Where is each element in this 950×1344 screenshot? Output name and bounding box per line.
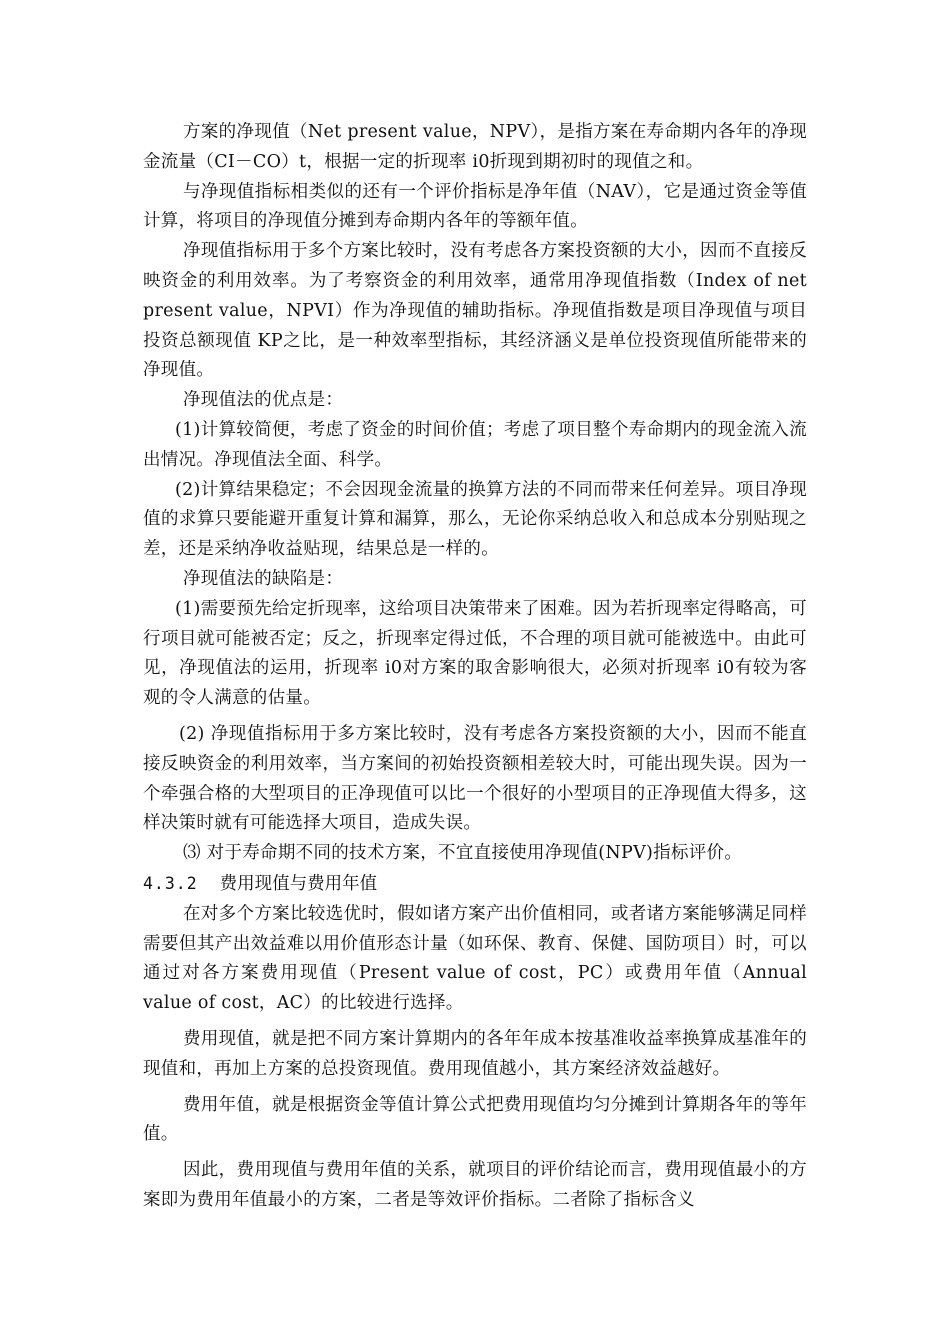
paragraph-advantages-heading: 净现值法的优点是： [183,390,344,411]
paragraph-npvi: 净现值指标用于多个方案比较时，没有考虑各方案投资额的大小，因而不直接反映资金的利用效率。为了考察资金的利用效率，通常用净现值指数（Index of net present value，NPVI）作为净现值的辅助指标。净现值指数是项目净现值与项目投资总额现值 KP之比，是一种效率型指标，其经济涵义是单位投资现值所能带来的净现值。 [143,241,807,381]
paragraph-nav: 与净现值指标相类似的还有一个评价指标是净年值（NAV），它是通过资金等值计算，将项目的净现值分摊到寿命期内各年的等额年值。 [143,181,807,232]
paragraph-disadvantage-1: (1)需要预先给定折现率，这给项目决策带来了困难。因为若折现率定得略高，可行项目就可能被否定；反之，折现率定得过低，不合理的项目就可能被选中。由此可见，净现值法的运用，折现率 i0对方案的取舍影响很大，必须对折现率 i0有较为客观的令人满意的估量。 [143,598,807,709]
paragraph-pc-ac-relation: 因此，费用现值与费用年值的关系，就项目的评价结论而言，费用现值最小的方案即为费用年值最小的方案，二者是等效评价指标。二者除了指标含义 [143,1160,807,1210]
section-title: 费用现值与费用年值 [219,873,378,894]
paragraph-advantage-2: (2)计算结果稳定；不会因现金流量的换算方法的不同而带来任何差异。项目净现值的求算只要能避开重复计算和漏算，那么，无论你采纳总收入和总成本分别贴现之差，还是采纳净收益贴现，结果总是一样的。 [143,479,807,560]
paragraph-advantage-1: (1)计算较简便，考虑了资金的时间价值；考虑了项目整个寿命期内的现金流入流出情况。净现值法全面、科学。 [143,419,807,470]
paragraph-pc-definition: 费用现值，就是把不同方案计算期内的各年年成本按基准收益率换算成基准年的现值和，再加上方案的总投资现值。费用现值越小，其方案经济效益越好。 [143,1028,807,1079]
paragraph-cost-comparison: 在对多个方案比较选优时，假如诸方案产出价值相同，或者诸方案能够满足同样需要但其产出效益难以用价值形态计量（如环保、教育、保健、国防项目）时，可以通过对各方案费用现值（Present value of cost，PC）或费用年值（Annual value of cost，AC）的比较进行选择。 [143,903,807,1014]
paragraph-npv-definition: 方案的净现值（Net present value，NPV），是指方案在寿命期内各年的净现金流量（CI－CO）t，根据一定的折现率 i0折现到期初时的现值之和。 [143,122,807,172]
paragraph-ac-definition: 费用年值，就是根据资金等值计算公式把费用现值均匀分摊到计算期各年的等年值。 [143,1094,807,1145]
paragraph-disadvantage-3: ⑶ 对于寿命期不同的技术方案，不宜直接使用净现值(NPV)指标评价。 [183,843,743,864]
paragraph-disadvantage-2: (2) 净现值指标用于多方案比较时，没有考虑各方案投资额的大小，因而不能直接反映资金的利用效率，当方案间的初始投资额相差较大时，可能出现失误。因为一个牵强合格的大型项目的正净现值可以比一个很好的小型项目的正净现值大得多，这样决策时就有可能选择大项目，造成失误。 [143,723,807,834]
section-heading [143,869,807,900]
paragraph-disadvantages-heading: 净现值法的缺陷是： [183,568,344,589]
section-number: 4.3.2 [143,873,198,893]
document-body [143,118,807,1216]
